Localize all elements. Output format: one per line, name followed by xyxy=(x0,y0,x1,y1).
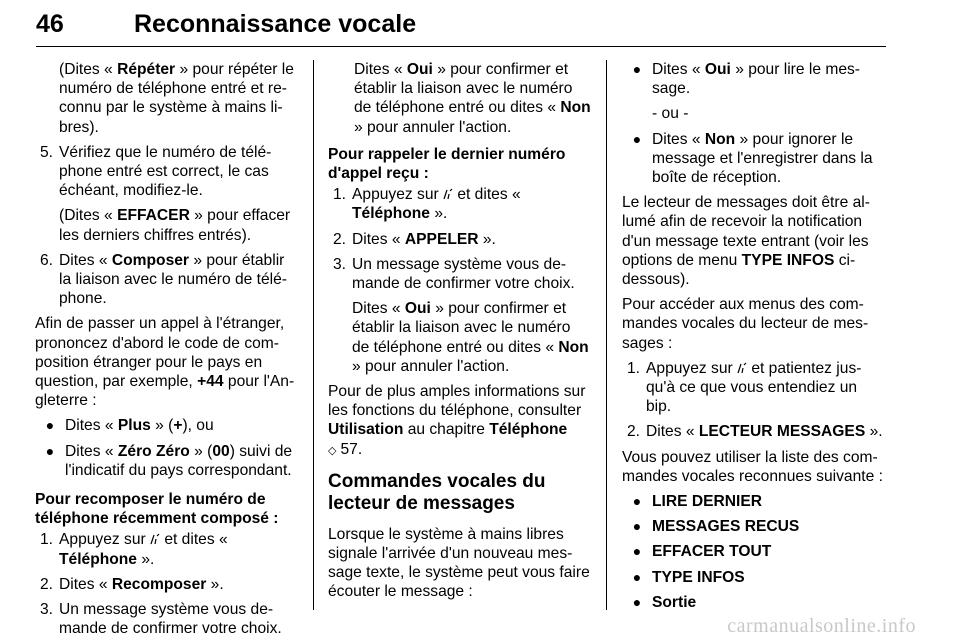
step-2: 2. Dites « Recomposer ». xyxy=(39,575,224,593)
list-item: ● MESSAGES RECUS xyxy=(622,517,886,536)
paragraph-dites-repeter: (Dites « Répéter » pour répéter le numéro de téléphone entré et re-connu par le système à mains li-bres). xyxy=(59,61,294,136)
column-3 xyxy=(622,60,886,618)
bullet-zero-zero: ● Dites « Zéro Zéro » (00) suivi de l'indicatif du pays correspondant. xyxy=(35,442,298,480)
step-1: 1. Appuyez sur et dites « Téléphone ». xyxy=(39,531,228,568)
step-text: Vérifiez que le numéro de télé-phone entré est correct, le cas échéant, modifiez-le. xyxy=(59,143,272,200)
paragraph-acceder: Pour accéder aux menus des com-mandes vocales du lecteur de mes-sages : xyxy=(622,296,869,352)
bullet-icon: ● xyxy=(45,442,55,459)
step-3: 3. Un message système vous de-mande de confirmer votre choix. Dites « Oui » pour confirmer et établir la liaison avec le numéro de téléphone entré ou dites « Non » pour annuler l'action. xyxy=(332,255,589,375)
bullet-non: ● Dites « Non » pour ignorer le message et l'enregistrer dans la boîte de réception. xyxy=(622,130,886,188)
column-divider-right xyxy=(606,60,607,610)
voice-icon xyxy=(737,362,747,374)
step-3: 3. Un message système vous de-mande de confirmer votre choix. xyxy=(39,601,282,638)
page-number: 46 xyxy=(36,10,64,38)
paragraph-etranger: Afin de passer un appel à l'étranger, prononcez d'abord le code de com-position étranger pour le pays en question, par exemple, +44 pour l'An-gleterre : xyxy=(35,315,295,410)
list-item: ● TYPE INFOS xyxy=(622,568,886,587)
bullet-icon: ● xyxy=(632,593,642,610)
paragraph-liste: Vous pouvez utiliser la liste des com-mandes vocales reconnues suivante : xyxy=(622,448,883,485)
paragraph-lecteur: Le lecteur de messages doit être al-lumé afin de recevoir la notification d'un message texte entrant (voir les options de menu TYPE INFOS ci-dessous). xyxy=(622,194,870,289)
page-header xyxy=(36,6,886,46)
step-text: Dites « Composer » pour établir la liaison avec le numéro de télé-phone. xyxy=(59,251,287,308)
list-item: ● Sortie xyxy=(622,593,886,612)
bullet-icon: ● xyxy=(632,61,642,77)
bullet-oui: ● Dites « Oui » pour lire le mes-sage. - ou - xyxy=(622,60,886,124)
watermark: carmanualsonline.info xyxy=(727,615,916,637)
step-note: (Dites « EFFACER » pour effacer les derniers chiffres entrés). xyxy=(59,207,291,244)
page-reference[interactable]: 57. xyxy=(340,440,363,458)
step-2: 2. Dites « APPELER ». xyxy=(332,230,496,248)
bullet-icon: ● xyxy=(632,493,642,510)
separator-ou: - ou - xyxy=(652,105,689,123)
step-2: 2. Dites « LECTEUR MESSAGES ». xyxy=(626,423,883,441)
header-rule xyxy=(36,46,886,47)
page-title: Reconnaissance vocale xyxy=(134,10,417,38)
heading-rappeler: Pour rappeler le dernier numéro d'appel reçu : xyxy=(328,145,566,183)
heading-recomposer: Pour recomposer le numéro de téléphone récemment composé : xyxy=(35,491,279,528)
list-item: ● EFFACER TOUT xyxy=(622,542,886,561)
column-1 xyxy=(35,60,298,644)
page-reference-icon: ◇ xyxy=(328,444,337,457)
voice-icon xyxy=(150,533,160,545)
column-divider-left xyxy=(313,60,314,610)
step-5 xyxy=(35,143,298,245)
bullet-icon: ● xyxy=(632,543,642,560)
bullet-icon: ● xyxy=(632,518,642,535)
bullet-icon: ● xyxy=(632,130,642,147)
paragraph-lorsque: Lorsque le système à mains libres signale l'arrivée d'un nouveau mes-sage texte, le système peut vous faire écouter le message : xyxy=(328,525,590,601)
list-item: ● LIRE DERNIER xyxy=(622,492,886,511)
paragraph-oui-non: Dites « Oui » pour confirmer et établir la liaison avec le numéro de téléphone entré ou dites « Non » pour annuler l'action. xyxy=(354,61,591,136)
step-number: 5. xyxy=(39,143,53,161)
bullet-icon: ● xyxy=(632,568,642,585)
column-2 xyxy=(328,60,591,608)
bullet-icon: ● xyxy=(45,417,55,434)
bullet-plus: ● Dites « Plus » (+), ou xyxy=(35,416,298,435)
voice-icon xyxy=(443,188,453,200)
step-1: 1. Appuyez sur et patientez jus-qu'à ce que vous entendiez un bip. xyxy=(626,359,862,416)
step-6 xyxy=(35,251,298,309)
section-heading-commandes: Commandes vocales du lecteur de messages xyxy=(328,470,546,514)
step-1: 1. Appuyez sur et dites « Téléphone ». xyxy=(332,186,521,223)
step-number: 6. xyxy=(39,251,53,269)
command-list xyxy=(622,492,886,612)
paragraph-infos: Pour de plus amples informations sur les fonctions du téléphone, consulter Utilisation au chapitre Téléphone ◇ 57. xyxy=(328,382,591,461)
